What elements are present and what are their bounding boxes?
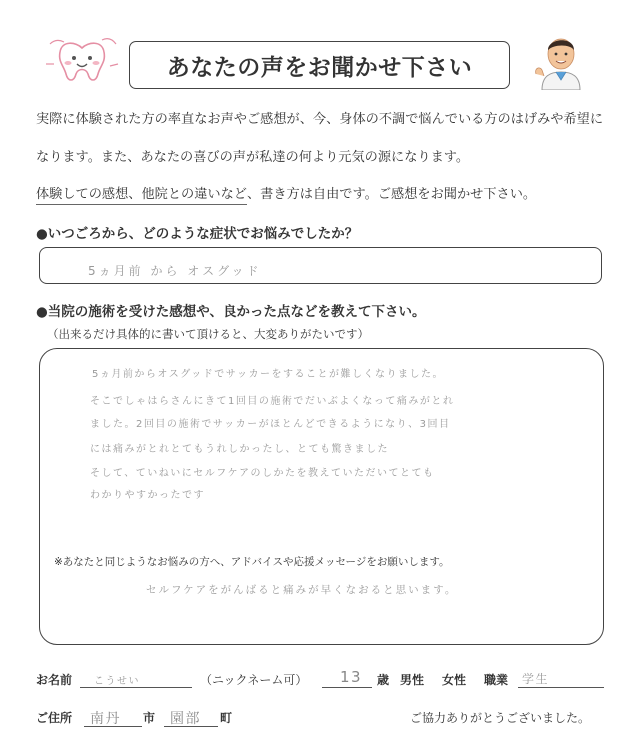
advice-prompt: ※あなたと同じようなお悩みの方へ、アドバイスや応援メッセージをお願いします。 — [54, 556, 450, 568]
question-impressions: ●当院の施術を受けた感想や、良かった点などを教えて下さい。 — [36, 304, 426, 320]
question-symptoms: ●いつごろから、どのような症状でお悩みでしたか？ — [36, 226, 359, 242]
impressions-answer-line: には痛みがとれとてもうれしかったし、とても驚きました — [90, 444, 389, 455]
nickname-note: （ニックネーム可） — [200, 673, 308, 687]
page-title: あなたの声をお聞かせ下さい — [129, 41, 510, 89]
name-label: お名前 — [36, 673, 73, 687]
intro-line-2: なります。また、あなたの喜びの声が私達の何より元気の源になります。 — [36, 150, 470, 165]
doctor-avatar-icon — [532, 30, 590, 90]
female-option[interactable]: 女性 — [442, 673, 467, 687]
intro-underlined-text: 体験しての感想、他院との違いなど — [36, 187, 247, 205]
age-underline[interactable] — [322, 687, 372, 688]
intro-line-1: 実際に体験された方の率直なお声やご感想が、今、身体の不調で悩んでいる方のはげみや希望に — [36, 112, 604, 127]
impressions-answer-line: わかりやすかったです — [90, 490, 205, 501]
impressions-answer-line: そして、ていねいにセルフケアのしかたを教えていただいてとても — [90, 468, 435, 479]
thanks-text: ご協力ありがとうございました。 — [410, 711, 591, 725]
name-value: こうせい — [94, 676, 140, 687]
impressions-answer-line: ました。2回目の施術でサッカーがほとんどできるようになり、3回目 — [90, 419, 451, 430]
city-underline[interactable] — [84, 726, 142, 727]
occupation-value: 学生 — [522, 672, 550, 686]
intro-line-3 — [36, 183, 536, 202]
age-label: 歳 — [377, 673, 390, 687]
address-label: ご住所 — [36, 711, 73, 725]
town-value: 園部 — [170, 711, 201, 727]
name-underline[interactable] — [80, 687, 192, 688]
advice-answer: セルフケアをがんばると痛みが早くなおると思います。 — [146, 584, 458, 596]
male-option[interactable]: 男性 — [400, 673, 425, 687]
tooth-mascot-icon — [44, 34, 120, 90]
intro-line-3-rest: 、書き方は自由です。ご感想をお聞かせ下さい。 — [247, 187, 537, 202]
impressions-answer-line: そこでしゃはらさんにきて1回目の施術でだいぶよくなって痛みがとれ — [90, 396, 455, 407]
occupation-underline[interactable] — [518, 687, 604, 688]
impressions-answer-line: 5ヵ月前からオスグッドでサッカーをすることが難しくなりました。 — [92, 369, 445, 380]
city-label: 市 — [143, 711, 156, 725]
symptoms-answer: 5ヵ月前 から オスグッド — [88, 264, 262, 278]
town-label: 町 — [220, 711, 233, 725]
town-underline[interactable] — [164, 726, 218, 727]
question-impressions-sub: （出来るだけ具体的に書いて頂けると、大変ありがたいです） — [47, 327, 369, 341]
city-value: 南丹 — [90, 711, 121, 727]
occupation-label: 職業 — [484, 673, 509, 687]
age-value: 13 — [340, 668, 363, 686]
